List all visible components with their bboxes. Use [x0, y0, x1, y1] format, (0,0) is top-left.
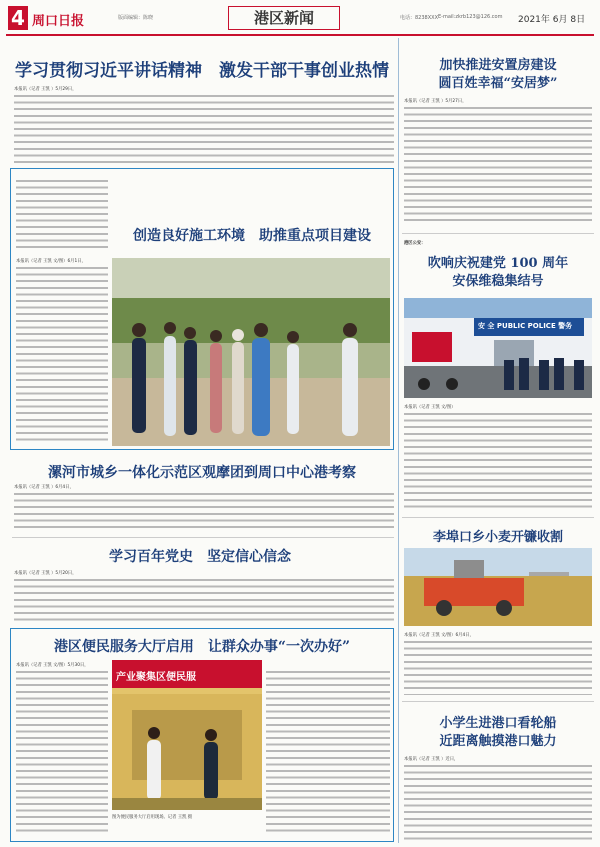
article-9-headline-line2: 近距离触摸港口魅力: [439, 734, 557, 749]
article-8-dateline: 本报讯（记者 王凯 文/图）6月4日，: [404, 633, 474, 638]
article-7-body: [404, 411, 592, 511]
banner-text: 产业聚集区便民服: [116, 672, 196, 683]
divider: [402, 701, 594, 702]
wheat-harvest-photo-illustration: [404, 548, 592, 626]
email-line: E-mail:zkrb123@126.com: [438, 14, 503, 20]
article-1-body: [14, 93, 394, 165]
article-5-body-right: [266, 669, 390, 835]
article-2-body-top: [16, 178, 108, 252]
article-3-dateline: 本报讯（记者 王凯 ）6月4日，: [14, 485, 74, 490]
article-9-body: [404, 763, 592, 841]
phone-line: 电话：8238XXX: [400, 15, 439, 21]
editor-line: 版面编辑：陈晓: [118, 15, 154, 21]
article-2-body-left: [16, 265, 108, 445]
article-6-dateline: 本报讯（记者 王凯 ）5月27日，: [404, 99, 467, 104]
article-7-kicker: 港区公安：: [404, 241, 426, 246]
column-divider: [398, 38, 399, 843]
divider: [12, 537, 394, 538]
article-5-photo: [112, 660, 262, 810]
article-7-dateline: 本报讯（记者 王凯 文/图）: [404, 405, 456, 410]
article-6-body: [404, 105, 592, 225]
paper-name: 周口日报: [32, 14, 85, 29]
article-5-photo-caption: 图为便民服务大厅启用现场。记者 王凯 摄: [112, 815, 193, 820]
article-4-headline: 学习百年党史 坚定信心信念: [109, 549, 291, 565]
article-1-dateline: 本报讯（记者 王凯 ）5月29日，: [14, 87, 77, 92]
article-6-headline-line1: 加快推进安置房建设: [439, 58, 557, 73]
article-8-body: [404, 639, 592, 695]
article-1-headline: 学习贯彻习近平讲话精神 激发干部干事创业热情: [15, 61, 389, 81]
article-5-headline: 港区便民服务大厅启用 让群众办事“一次办好”: [53, 639, 351, 655]
inspection-photo-illustration: [112, 258, 390, 446]
police-station-photo-illustration: [404, 298, 592, 398]
issue-date: 2021年 6月 8日: [518, 15, 586, 25]
police-sign-text: 安 全 PUBLIC POLICE 警务: [478, 322, 573, 330]
article-4-dateline: 本报讯（记者 王凯 ）5月20日，: [14, 571, 77, 576]
article-6-headline-line2: 圆百姓幸福“安居梦”: [438, 76, 558, 91]
article-5-dateline: 本报讯（记者 王凯 文/图）5月30日，: [16, 663, 89, 668]
article-7-headline-line2: 安保维稳集结号: [452, 274, 544, 289]
article-7-photo: [404, 298, 592, 398]
divider: [402, 517, 594, 518]
article-8-headline: 李埠口乡小麦开镰收割: [432, 530, 563, 545]
masthead-rule: [6, 34, 594, 36]
article-2-headline: 创造良好施工环境 助推重点项目建设: [133, 228, 371, 244]
section-title: 港区新闻: [228, 6, 340, 30]
article-2-dateline: 本报讯（记者 王凯 文/图）6月1日，: [16, 259, 86, 264]
article-2-photo: [112, 258, 390, 446]
article-7-headline-line1: 吹响庆祝建党 100 周年: [427, 256, 569, 271]
article-8-photo: [404, 548, 592, 626]
article-3-body: [14, 491, 394, 531]
article-9-headline-line1: 小学生进港口看轮船: [439, 716, 557, 731]
page-number: 4: [8, 6, 28, 30]
divider: [402, 233, 594, 234]
article-9-dateline: 本报讯（记者 王凯 ）近日，: [404, 757, 459, 762]
article-4-body: [14, 577, 394, 621]
article-5-body-left: [16, 669, 108, 835]
article-3-headline: 漯河市城乡一体化示范区观摩团到周口中心港考察: [48, 465, 356, 481]
